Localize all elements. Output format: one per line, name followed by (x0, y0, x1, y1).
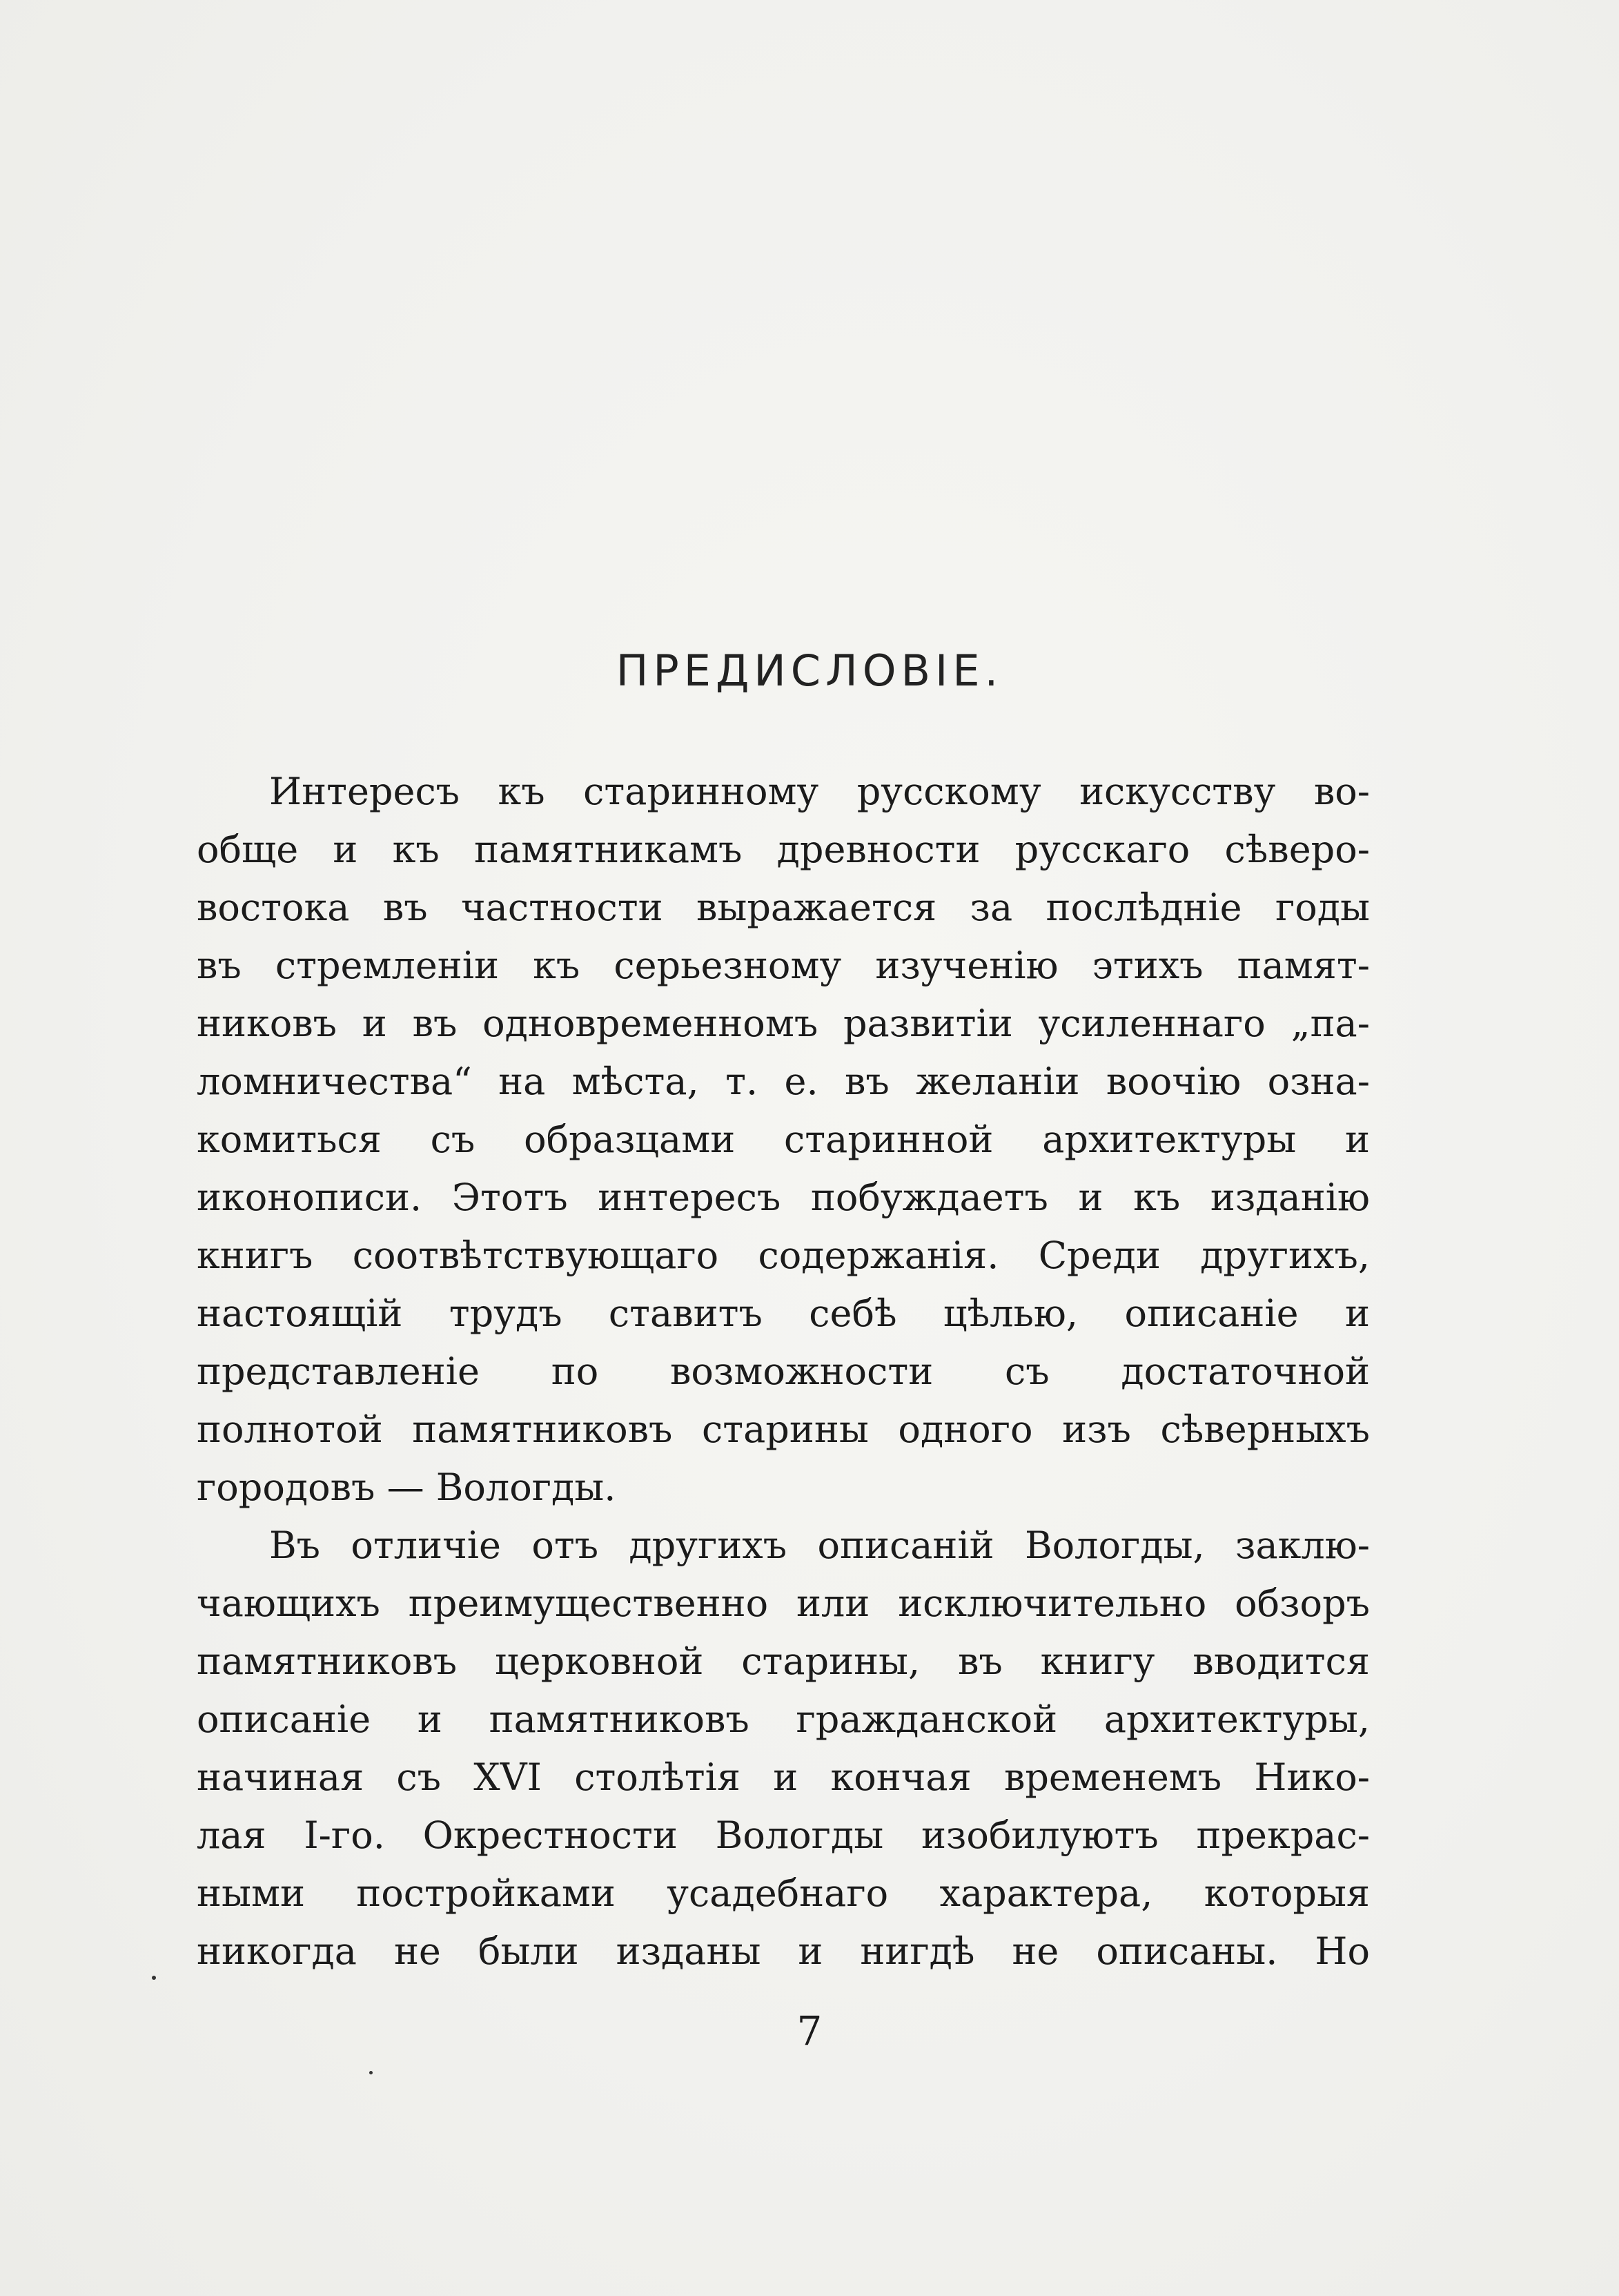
text-line: никовъ и въ одновременномъ развитіи усиленнаго „па- (197, 1002, 1370, 1045)
text-line: ломничества“ на мѣста, т. е. въ желаніи воочію озна- (197, 1060, 1370, 1103)
text-line: полнотой памятниковъ старины одного изъ сѣверныхъ (197, 1408, 1370, 1451)
page-number: 7 (796, 2007, 823, 2054)
text-line: описаніе и памятниковъ гражданской архитектуры, (197, 1697, 1370, 1741)
text-line: обще и къ памятникамъ древности русскаго сѣверо- (197, 828, 1370, 871)
text-line: начиная съ XVI столѣтія и кончая временемъ Нико- (197, 1755, 1370, 1799)
text-line: памятниковъ церковной старины, въ книгу вводится (197, 1640, 1370, 1683)
body-text (197, 763, 1370, 1981)
text-line: никогда не были изданы и нигдѣ не описаны. Но (197, 1929, 1370, 1973)
text-line: комиться съ образцами старинной архитектуры и (197, 1118, 1370, 1161)
text-line: иконописи. Этотъ интересъ побуждаетъ и къ изданію (197, 1176, 1370, 1219)
ink-speck (152, 1976, 156, 1980)
text-line: чающихъ преимущественно или исключительно обзоръ (197, 1582, 1370, 1625)
text-line: ными постройками усадебнаго характера, которыя (197, 1871, 1370, 1915)
text-line: настоящій трудъ ставитъ себѣ цѣлью, описаніе и (197, 1292, 1370, 1335)
text-line: книгъ соотвѣтствующаго содержанія. Среди другихъ, (197, 1234, 1370, 1277)
ink-speck (369, 2071, 373, 2074)
text-line: въ стремленіи къ серьезному изученію этихъ памят- (197, 944, 1370, 987)
text-line: представленіе по возможности съ достаточной (197, 1350, 1370, 1393)
text-line: востока въ частности выражается за послѣдніе годы (197, 886, 1370, 929)
page-title: ПРЕДИСЛОВІЕ. (616, 645, 1003, 696)
text-line: Въ отличіе отъ другихъ описаній Вологды, заклю- (269, 1524, 1370, 1567)
text-line: городовъ — Вологды. (197, 1466, 616, 1509)
text-line: Интересъ къ старинному русскому искусству во- (269, 770, 1370, 813)
text-line: лая I-го. Окрестности Вологды изобилуютъ прекрас- (197, 1813, 1370, 1857)
